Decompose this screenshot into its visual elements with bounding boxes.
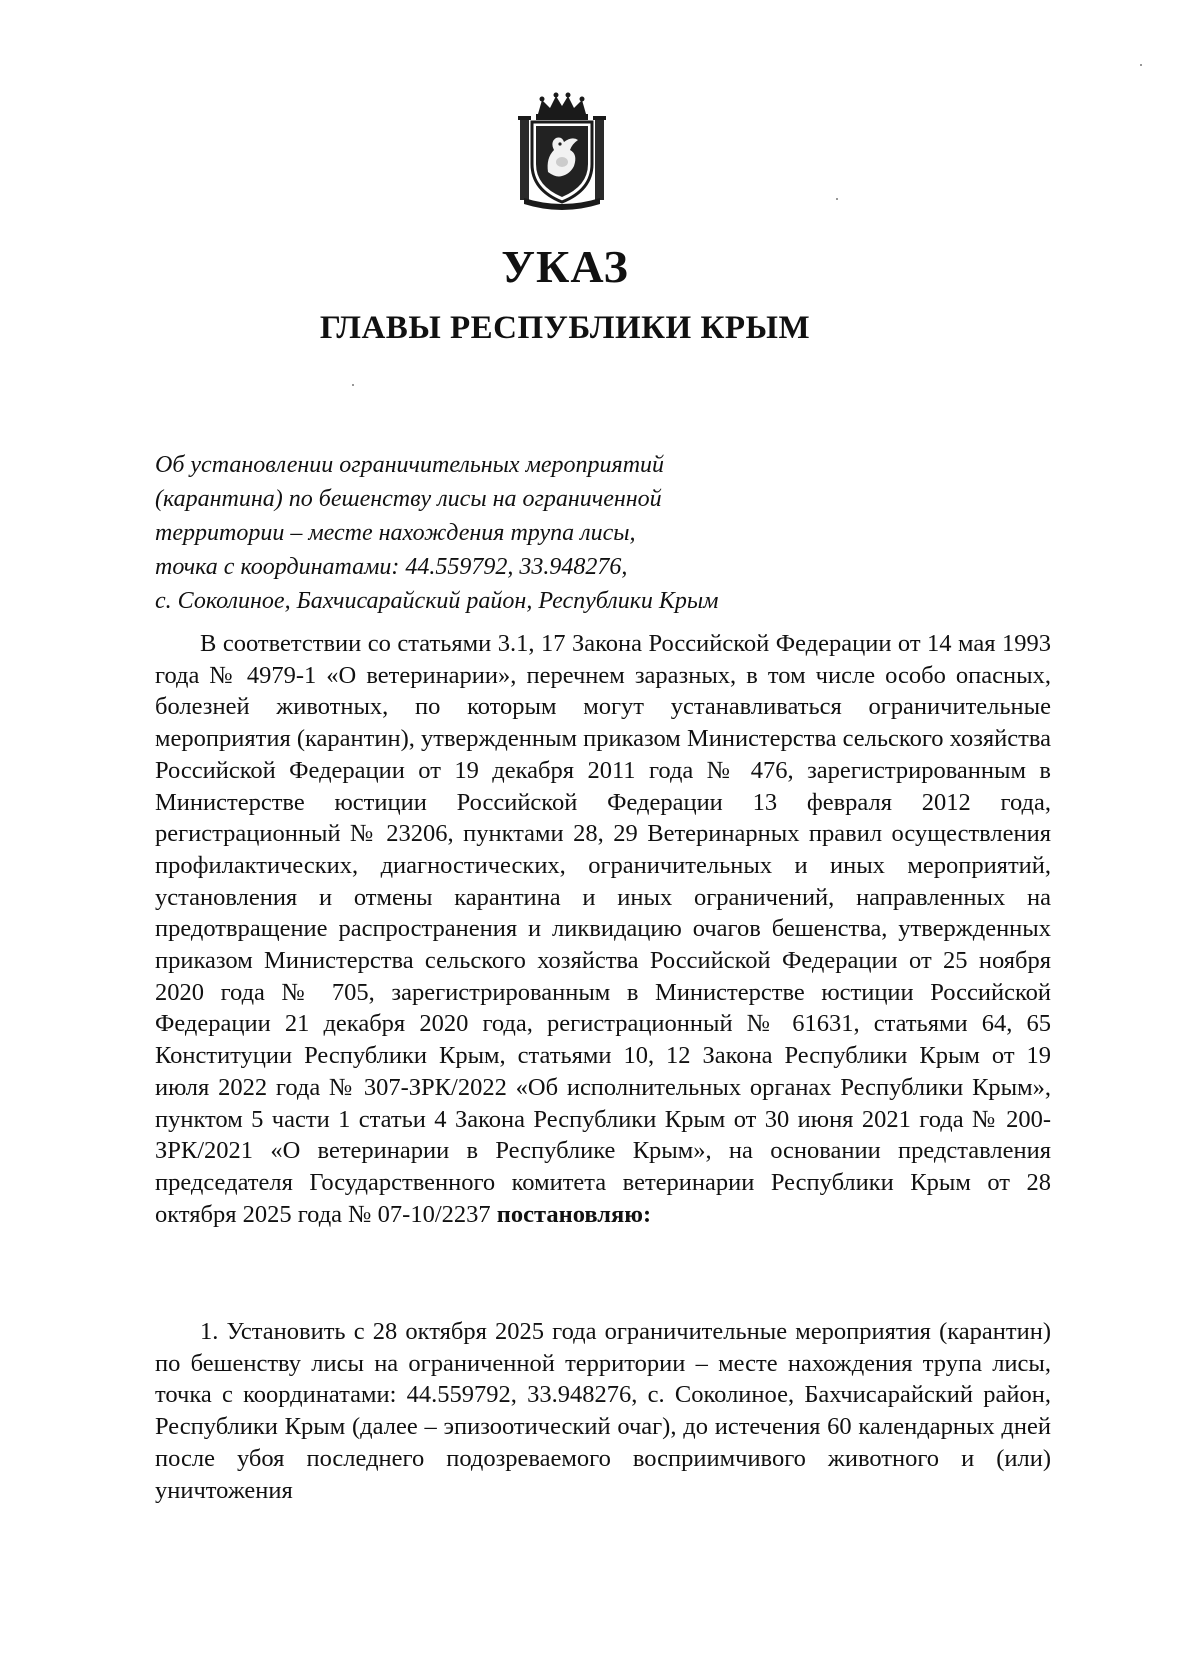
clause-1-text: 1. Установить с 28 октября 2025 года ограничительные мероприятия (карантин) по бешенству лисы на ограниченной территории – месте нахождения трупа лисы, точка с координатами: 44.559792, 33.948276, с. Соколиное, Бахчисарайский район, Республики Крым (далее – эпизоотический очаг), до истечения 60 календарных дней после убоя последнего подозреваемого восприимчивого животного и (или) уничтожения [155,1318,1051,1504]
decree-subject [155,448,855,618]
document-title: УКАЗ [501,241,629,292]
crimea-coat-of-arms-icon [516,92,608,210]
scan-speck [1140,64,1142,66]
scan-speck [352,384,354,386]
subject-line: с. Соколиное, Бахчисарайский район, Республики Крым [155,588,719,614]
subject-line: (карантина) по бешенству лисы на ограниченной [155,486,662,512]
preamble-text: В соответствии со статьями 3.1, 17 Закона Российской Федерации от 14 мая 1993 года № 4979-1 «О ветеринарии», перечнем заразных, в том числе особо опасных, болезней животных, по которым могут устанавливаться ограничительные мероприятия (карантин), утвержденным приказом Министерства сельского хозяйства Российской Федерации от 19 декабря 2011 года № 476, зарегистрированным в Министерстве юстиции Российской Федерации 13 февраля 2012 года, регистрационный № 23206, пунктами 28, 29 Ветеринарных правил осуществления профилактических, диагностических, ограничительных и иных мероприятий, установления и отмены карантина и иных ограничений, направленных на предотвращение распространения и ликвидацию очагов бешенства, утвержденных приказом Министерства сельского хозяйства Российской Федерации от 25 ноября 2020 года № 705, зарегистрированным в Министерстве юстиции Российской Федерации 21 декабря 2020 года, регистрационный № 61631, статьями 64, 65 Конституции Республики Крым, статьями 10, 12 Закона Республики Крым от 19 июля 2022 года № 307-ЗРК/2022 «Об исполнительных органах Республики Крым», пунктом 5 части 1 статьи 4 Закона Республики Крым от 30 июня 2021 года № 200-ЗРК/2021 «О ветеринарии в Республике Крым», на основании представления председателя Государственного комитета ветеринарии Республики Крым от 28 октября 2025 года № 07-10/2237 [155,630,1051,1228]
clause-1-paragraph [155,1316,1051,1506]
subject-line: Об установлении ограничительных мероприятий [155,452,665,478]
scan-speck [836,198,838,200]
document-subtitle: ГЛАВЫ РЕСПУБЛИКИ КРЫМ [319,310,811,346]
subject-line: точка с координатами: 44.559792, 33.948276, [155,554,628,580]
decree-keyword: постановляю: [496,1200,652,1228]
preamble-paragraph [155,628,1051,1230]
subject-line: территории – месте нахождения трупа лисы, [155,520,636,546]
